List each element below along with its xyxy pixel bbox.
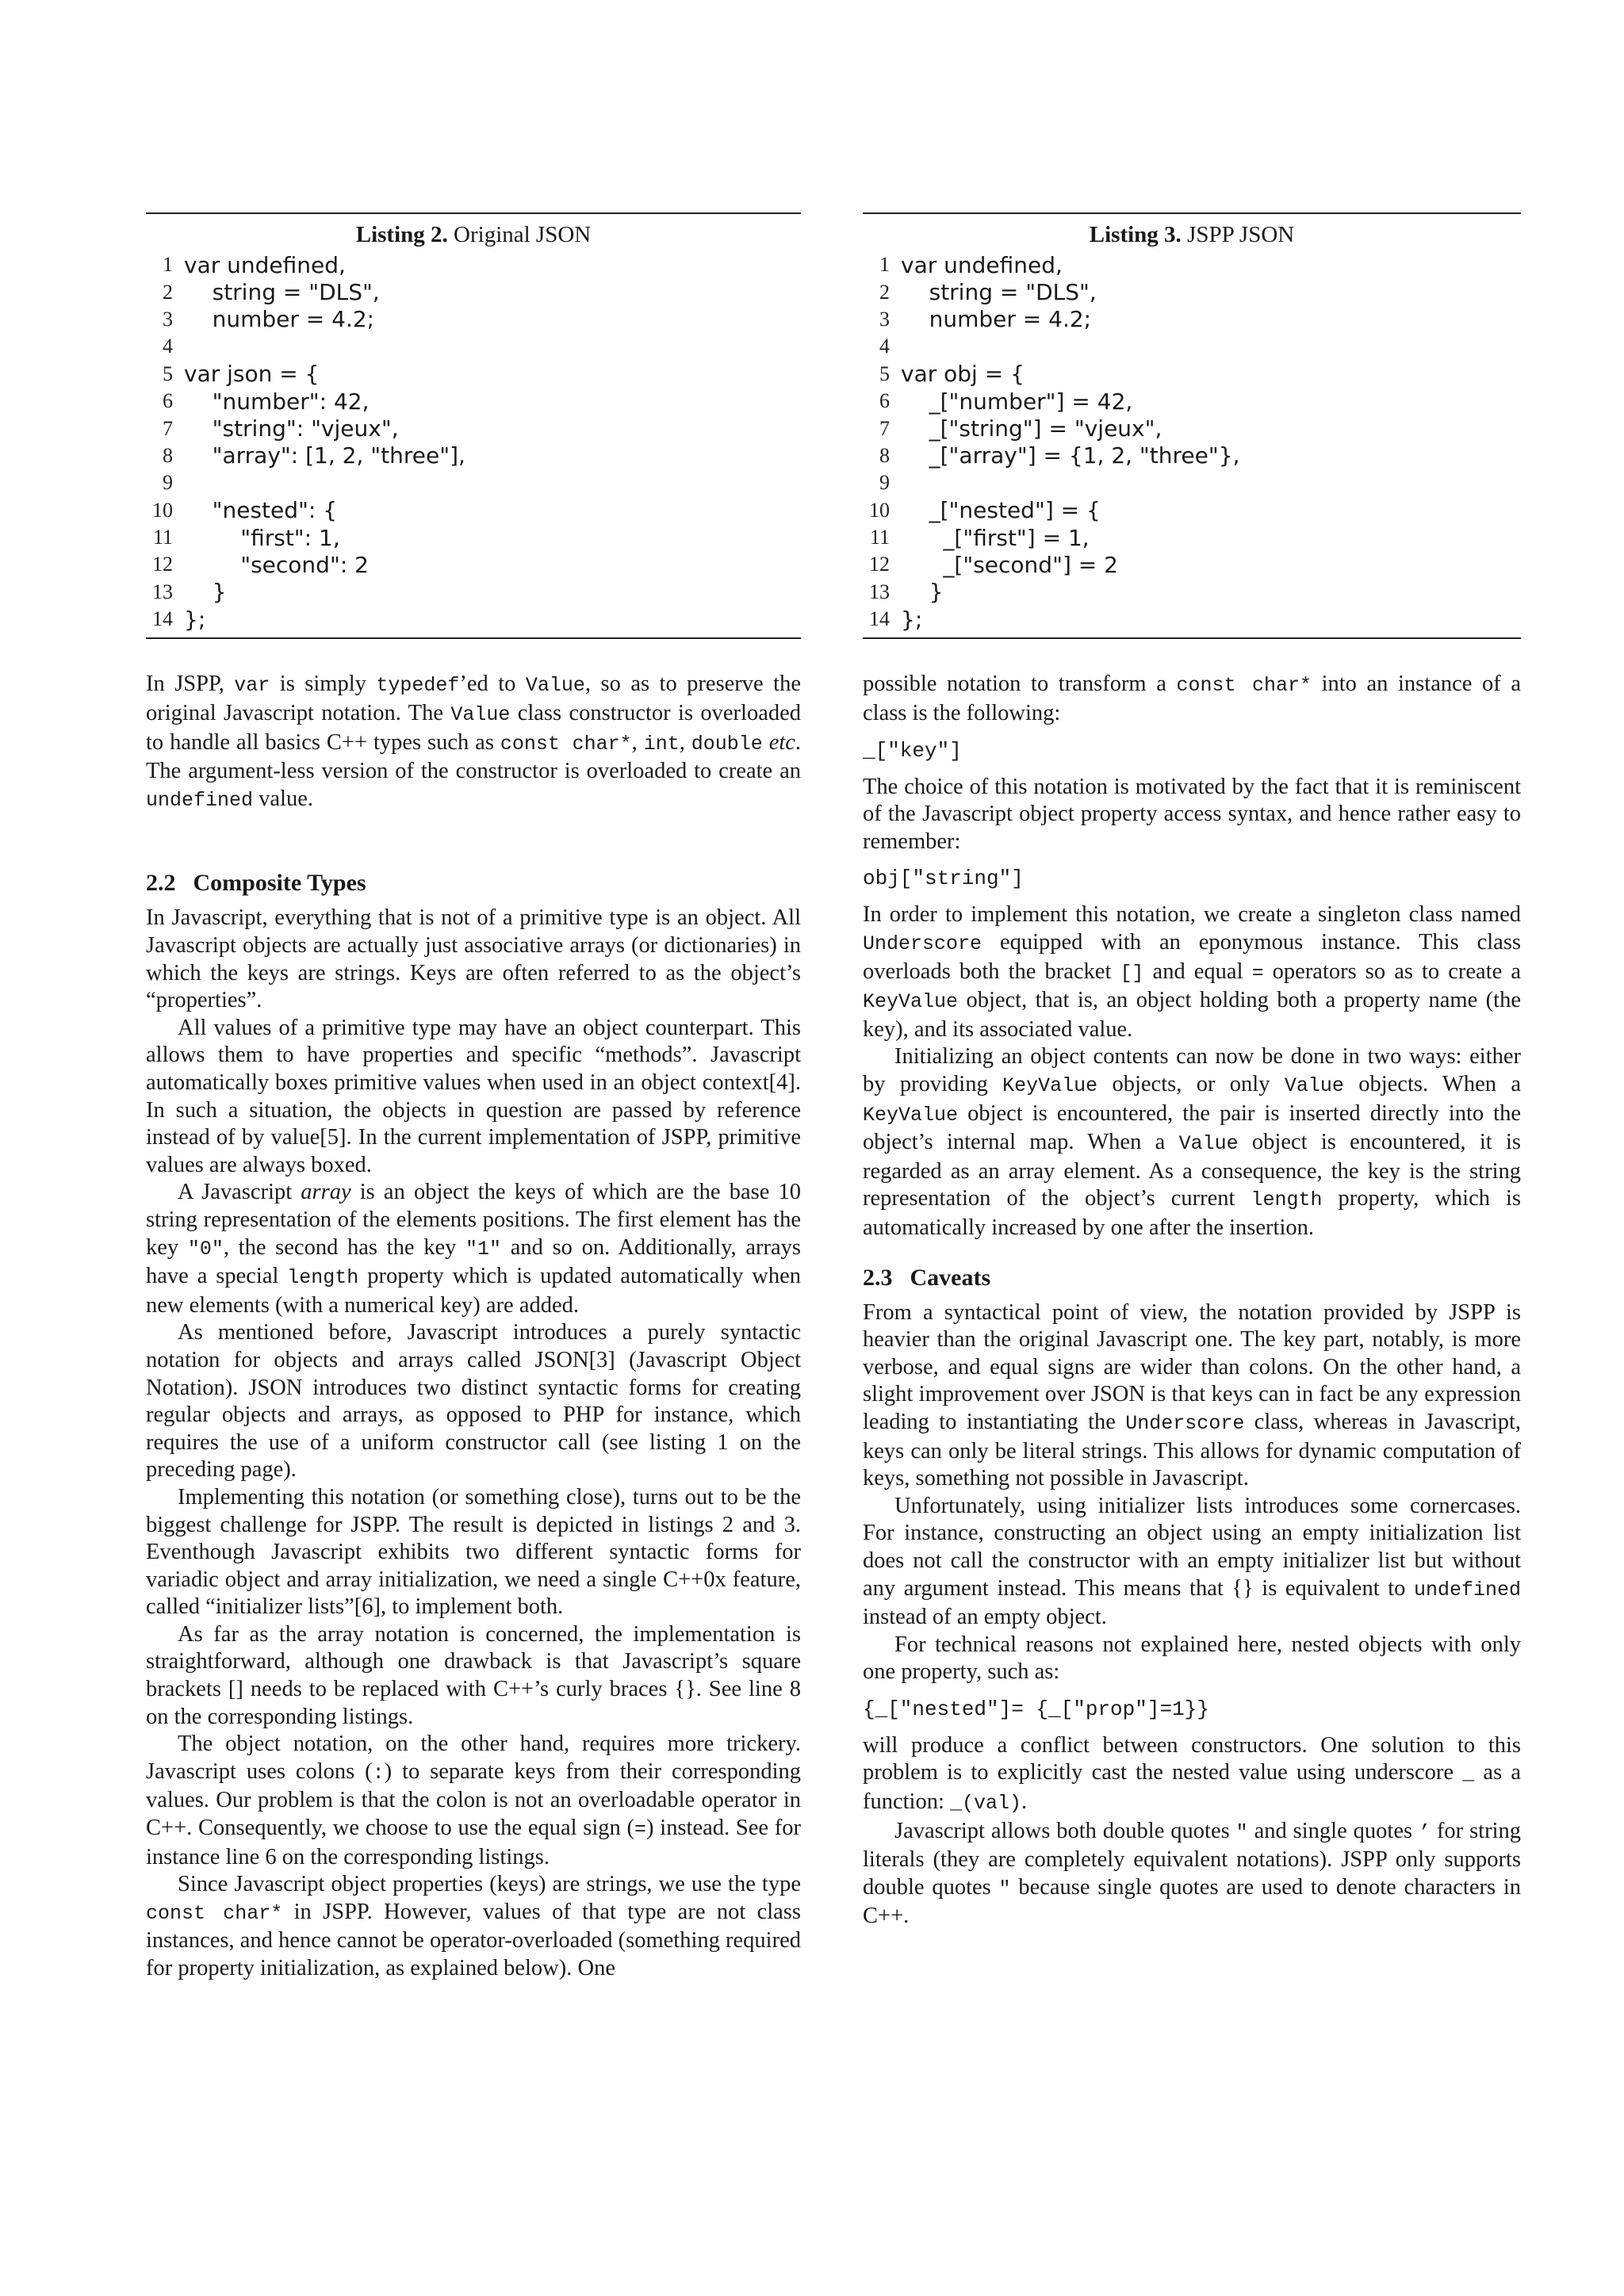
inline-code: KeyValue (1002, 1074, 1098, 1097)
code-key-notation: _["key"] (863, 738, 962, 763)
text-run: because single quotes are used to denote characters in C++. (863, 1874, 1522, 1929)
text-run: Unfortunately, using initializer lists introduces some cornercases. For instance, constructing an object using an empty initialization list does not call the constructor with an empty initializer list but without any argument instead. This means that {} is equivalent to (863, 1493, 1521, 1601)
inline-code: undefined (1413, 1578, 1521, 1601)
listing-2-caption (146, 222, 801, 248)
line-code: "string": "vjeux", (184, 415, 399, 442)
text-run: ) to separate keys from their corresponding values. Our problem is that the colon is not an overloadable operator in C++. Consequently, we choose to use the equal sign ( (146, 1758, 801, 1841)
code-line (146, 606, 801, 633)
inline-code: double (691, 732, 763, 756)
paragraph-cornercases (863, 1493, 1521, 1632)
text-run: object is encountered, the pair is inserted directly into the object’s internal map. When a (863, 1100, 1521, 1155)
text-run: possible notation to transform a (863, 672, 1177, 697)
section-title: Composite Types (193, 870, 366, 897)
line-number: 3 (163, 307, 173, 331)
text-run: operators so as to create a (1263, 959, 1521, 984)
text-run: Since Javascript object properties (keys) are strings, we use the type (178, 1872, 801, 1897)
text-run: and so on. Additionally, arrays have a special (146, 1234, 801, 1289)
text-run: for string literals (they are completely equivalent notations). JSPP only supports double quotes (863, 1818, 1522, 1900)
text-run: and single quotes (1247, 1818, 1419, 1843)
paragraph-conflict (863, 1732, 1521, 1818)
composite-types-body (146, 905, 801, 1982)
code-line (863, 415, 1521, 442)
paragraph-composite-5 (146, 1484, 801, 1621)
code-line (863, 469, 1521, 496)
line-number: 4 (163, 335, 173, 358)
inline-code: Value (450, 703, 511, 727)
text-run: object is encountered, it is regarded as an array element. As a consequence, the key is the string representation of the object’s current (863, 1130, 1521, 1211)
inline-code: "1" (465, 1237, 502, 1261)
inline-code: length (1251, 1188, 1323, 1212)
line-number: 11 (869, 526, 890, 549)
listing-2 (146, 212, 801, 639)
line-code: "nested": { (184, 497, 338, 524)
line-code: string = "DLS", (184, 279, 380, 306)
text-run: objects. When a (1343, 1072, 1521, 1096)
text-run: in JSPP. However, values of that type are not class instances, and hence cannot be operator-overloaded (something required for property initialization, as explained below). One (146, 1899, 801, 1980)
code-line (863, 251, 1521, 278)
text-run: , the second has the key (223, 1234, 466, 1260)
line-code: } (184, 579, 227, 606)
code-line (146, 469, 801, 496)
text-run: into an instance of a class is the following: (863, 672, 1521, 726)
text-run: In JSPP, (146, 672, 235, 697)
line-number: 14 (152, 607, 173, 631)
inline-code: typedef (376, 674, 460, 698)
line-number: 12 (869, 553, 890, 576)
inline-code: = (1251, 961, 1264, 985)
paragraph-composite-8 (146, 1871, 801, 1982)
line-code: }; (184, 606, 206, 633)
line-code: _["number"] = 42, (901, 388, 1133, 415)
text-run: class, whereas in Javascript, keys can only be literal strings. This allows for dynamic computation of keys, something not possible in Javascript. (863, 1409, 1521, 1491)
inline-code: = (634, 1818, 647, 1842)
inline-code: : (372, 1761, 385, 1785)
line-code: "first": 1, (184, 524, 340, 551)
listing-3-caption (863, 222, 1521, 248)
paragraph-composite-6 (146, 1621, 801, 1731)
code-line (863, 306, 1521, 333)
line-code: _["nested"] = { (901, 497, 1101, 524)
inline-code: " (1235, 1820, 1248, 1844)
line-number: 1 (879, 253, 890, 277)
paragraph-notation-choice (863, 774, 1521, 856)
inline-code: length (287, 1266, 359, 1290)
code-line (146, 388, 801, 415)
line-number: 9 (163, 471, 173, 495)
text-run: property which is updated automatically when new elements (with a numerical key) are added. (146, 1264, 802, 1318)
code-line (863, 388, 1521, 415)
inline-code: const char* (146, 1901, 283, 1925)
line-number: 6 (163, 389, 173, 413)
text-run: . (1021, 1789, 1028, 1815)
code-line (863, 442, 1521, 469)
text-run: is simply (270, 672, 377, 697)
line-number: 1 (163, 253, 173, 277)
section-heading-2-3 (863, 1265, 1521, 1292)
text-run: ) instead. See for instance line 6 on the corresponding listings. (146, 1816, 801, 1869)
line-number: 4 (879, 335, 890, 358)
text-run (763, 730, 769, 755)
text-run: instead of an empty object. (863, 1605, 1107, 1630)
code-line (863, 524, 1521, 551)
line-number: 8 (163, 443, 173, 467)
text-run: Initializing an object contents can now be done in two ways: either by providing (863, 1044, 1521, 1096)
code-line (146, 497, 801, 524)
line-code: number = 4.2; (184, 306, 375, 333)
inline-code: Underscore (863, 932, 982, 956)
line-code: var undefined, (184, 251, 346, 278)
line-number: 8 (879, 443, 890, 467)
inline-code: KeyValue (863, 1103, 959, 1127)
emphasis: array (301, 1180, 351, 1205)
inline-code: " (998, 1877, 1011, 1900)
line-number: 11 (152, 526, 173, 549)
listing-3 (863, 212, 1521, 639)
listing-2-code (146, 251, 801, 633)
code-line (863, 333, 1521, 360)
line-code: }; (901, 606, 923, 633)
line-code: var undefined, (901, 251, 1063, 278)
paragraph-composite-1 (146, 905, 801, 1014)
line-code: var obj = { (901, 361, 1025, 388)
line-number: 3 (879, 307, 890, 331)
text-run: ’ed to (459, 672, 526, 697)
text-run: From a syntactical point of view, the notation provided by JSPP is heavier than the original Javascript one. The key part, notably, is more verbose, and equal signs are wider than colons. On the other hand, a slight improvement over JSON is that keys can in fact be any expression leading to instantiating the (863, 1299, 1521, 1434)
section-title: Caveats (910, 1264, 991, 1291)
code-line (863, 551, 1521, 578)
inline-code: int (643, 732, 680, 756)
line-code: "number": 42, (184, 388, 370, 415)
paragraph-nested (863, 1632, 1521, 1686)
text-run: value. (253, 786, 313, 811)
section-heading-2-2 (146, 870, 801, 897)
code-obj-access: obj["string"] (863, 867, 1024, 891)
section-number: 2.2 (146, 870, 176, 897)
inline-code: [] (1120, 961, 1144, 985)
code-line (146, 524, 801, 551)
paragraph-composite-7 (146, 1731, 801, 1871)
line-number: 6 (879, 389, 890, 413)
inline-code: Value (525, 674, 585, 698)
line-number: 10 (152, 498, 173, 522)
text-run: , so as to preserve the original Javascript notation. The (146, 672, 801, 726)
line-code: string = "DLS", (901, 279, 1097, 306)
line-code: _["string"] = "vjeux", (901, 415, 1162, 442)
paragraph-composite-4 (146, 1319, 801, 1484)
text-run: class constructor is overloaded to handle all basics C++ types such as (146, 701, 801, 755)
code-line (863, 361, 1521, 388)
code-line (146, 442, 801, 469)
line-code: } (901, 579, 944, 606)
listing-3-title: JSPP JSON (1187, 222, 1295, 247)
inline-code: _(val) (950, 1792, 1022, 1816)
paragraph-initializing (863, 1043, 1521, 1242)
text-run: and equal (1143, 959, 1252, 984)
text-run: In order to implement this notation, we create a singleton class named (863, 902, 1521, 928)
left-column (146, 212, 801, 1983)
line-number: 12 (152, 553, 173, 576)
line-number: 5 (163, 362, 173, 385)
code-line (146, 361, 801, 388)
code-line (863, 606, 1521, 633)
line-number: 7 (879, 416, 890, 440)
text-run: , (679, 729, 691, 755)
inline-code: const char* (1176, 674, 1312, 698)
text-run: The object notation, on the other hand, requires more trickery. Javascript uses colons ( (146, 1732, 801, 1784)
inline-code: undefined (146, 788, 254, 812)
code-line (146, 551, 801, 578)
code-line (863, 278, 1521, 305)
line-code: number = 4.2; (901, 306, 1092, 333)
line-number: 2 (879, 280, 890, 304)
line-code: var json = { (184, 361, 320, 388)
right-column (863, 212, 1521, 1931)
text-run: objects, or only (1097, 1072, 1285, 1096)
inline-code: KeyValue (863, 990, 959, 1014)
paragraph-underscore (863, 901, 1521, 1043)
text-run: , (631, 729, 644, 755)
text-run: In Javascript, everything that is not of a primitive type is an object. All Javascript objects are actually just associative arrays (or dictionaries) in which the keys are strings. Keys are often referred to as the object’s “properties”. (146, 905, 801, 1013)
inline-code: var (234, 674, 270, 698)
paragraph-syntax (863, 1299, 1521, 1493)
line-number: 13 (152, 580, 173, 603)
paragraph-composite-2 (146, 1015, 801, 1180)
paragraph-composite-3 (146, 1179, 801, 1319)
code-line (863, 497, 1521, 524)
text-run: As far as the array notation is concerned, the implementation is straightforward, although one drawback is that Javascript’s square brackets [] needs to be replaced with C++’s curly braces {}. See line 8 on the corresponding listings. (146, 1621, 801, 1729)
code-line (146, 251, 801, 278)
text-run: is an object the keys of which are the base 10 string representation of the elements positions. The first element has the key (146, 1180, 801, 1260)
text-run: All values of a primitive type may have an object counterpart. This allows them to have properties and specific “methods”. Javascript automatically boxes primitive values when used in an object context[4]. In such a situation, the objects in question are passed by reference instead of by value[5]. In the current implementation of JSPP, primitive values are always boxed. (146, 1015, 801, 1177)
line-number: 14 (869, 607, 890, 631)
listing-2-label: Listing 2. (355, 222, 448, 247)
line-number: 9 (879, 471, 890, 495)
inline-code: const char* (500, 732, 632, 756)
text-run: For technical reasons not explained here, nested objects with only one property, such as: (863, 1632, 1521, 1685)
code-line (146, 579, 801, 606)
text-run: As mentioned before, Javascript introduces a purely syntactic notation for objects and arrays called JSON[3] (Javascript Object Notation). JSON introduces two distinct syntactic forms for creating regular objects and arrays, as opposed to PHP for instance, which requires the use of a uniform constructor call (see listing 1 on the preceding page). (146, 1320, 801, 1483)
line-code: "second": 2 (184, 551, 369, 578)
text-run: The choice of this notation is motivated by the fact that it is reminiscent of the Javascript object property access syntax, and hence rather easy to remember: (863, 774, 1521, 854)
listing-3-code (863, 251, 1521, 633)
line-number: 7 (163, 416, 173, 440)
paragraph-var (146, 671, 801, 814)
text-run: property, which is automatically increased by one after the insertion. (863, 1186, 1521, 1240)
inline-code: _ (1462, 1762, 1475, 1786)
paragraph-notation-intro (863, 671, 1521, 727)
line-code: "array": [1, 2, "three"], (184, 442, 465, 469)
listing-2-title: Original JSON (454, 222, 592, 247)
line-code: _["array"] = {1, 2, "three"}, (901, 442, 1240, 469)
inline-code: Value (1178, 1132, 1239, 1156)
text-run: object, that is, an object holding both a property name (the key), and its associated value. (863, 988, 1521, 1042)
inline-code: Underscore (1125, 1411, 1245, 1435)
section-number: 2.3 (863, 1264, 893, 1291)
code-line (146, 306, 801, 333)
code-line (146, 278, 801, 305)
paragraph-quotes (863, 1818, 1521, 1931)
text-run: as a function: (863, 1760, 1522, 1815)
inline-code: Value (1284, 1074, 1344, 1097)
line-number: 2 (163, 280, 173, 304)
text-run: A Javascript (178, 1180, 301, 1205)
code-line (146, 333, 801, 360)
listing-3-label: Listing 3. (1089, 222, 1182, 247)
text-run: . The argument-less version of the constructor is overloaded to create an (146, 729, 802, 784)
inline-code: "0" (187, 1237, 224, 1261)
text-run: Javascript allows both double quotes (894, 1818, 1236, 1843)
text-run: will produce a conflict between constructors. One solution to this problem is to explicitly cast the nested value using underscore (863, 1732, 1521, 1785)
line-number: 10 (869, 498, 890, 522)
inline-code: ’ (1419, 1820, 1431, 1844)
code-line (863, 579, 1521, 606)
line-code: _["second"] = 2 (901, 551, 1118, 578)
code-line (146, 415, 801, 442)
emphasis: etc (768, 729, 795, 755)
code-nested-example: {_["nested"]= {_["prop"]=1}} (863, 1697, 1209, 1721)
line-number: 5 (879, 362, 890, 385)
line-number: 13 (869, 580, 890, 603)
line-code: _["first"] = 1, (901, 524, 1090, 551)
text-run: Implementing this notation (or something close), turns out to be the biggest challenge for JSPP. The result is depicted in listings 2 and 3. Eventhough Javascript exhibits two different syntactic forms for variadic object and array initialization, we need a single C++0x feature, called “initializer lists”[6], to implement both. (146, 1484, 801, 1620)
text-run: equipped with an eponymous instance. This class overloads both the bracket (863, 930, 1521, 984)
